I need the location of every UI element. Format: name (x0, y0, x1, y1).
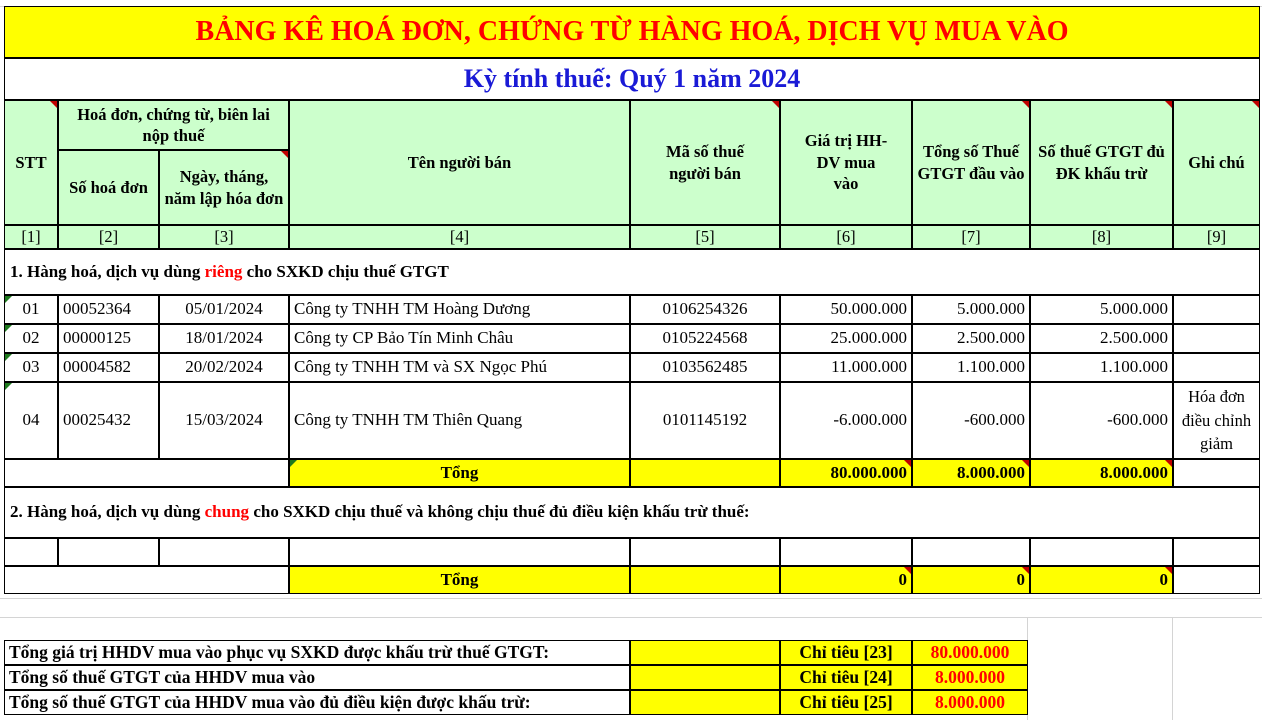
row-4-stt: 04 (4, 382, 58, 459)
summary-2-indicator: Chỉ tiêu [24] (780, 665, 912, 690)
row-2-deduct: 2.500.000 (1030, 324, 1173, 353)
header-value: Giá trị HH-DV mua vào (780, 100, 912, 225)
row-3-vat: 1.100.000 (912, 353, 1030, 382)
summary-1-amount: 80.000.000 (912, 640, 1028, 665)
col-number-4: [4] (289, 225, 630, 249)
row-4-value: -6.000.000 (780, 382, 912, 459)
col-number-1: [1] (4, 225, 58, 249)
section-2-highlight: chung (204, 502, 250, 522)
section-2-heading (4, 487, 1260, 538)
total-1-label: Tổng (289, 459, 630, 487)
col-number-9: [9] (1173, 225, 1260, 249)
empty-cell (58, 538, 159, 566)
total-1-value: 80.000.000 (780, 459, 912, 487)
header-vat-total: Tổng số Thuế GTGT đầu vào (912, 100, 1030, 225)
section-1-suffix: cho SXKD chịu thuế GTGT (242, 261, 449, 281)
col-number-8: [8] (1030, 225, 1173, 249)
total-2-blank (4, 566, 289, 594)
row-3-seller: Công ty TNHH TM và SX Ngọc Phú (289, 353, 630, 382)
total-1-blank (4, 459, 289, 487)
row-3-value: 11.000.000 (780, 353, 912, 382)
section-1-prefix: 1. Hàng hoá, dịch vụ dùng (10, 261, 205, 281)
row-3-stt: 03 (4, 353, 58, 382)
empty-cell (289, 538, 630, 566)
summary-2-label: Tổng số thuế GTGT của HHDV mua vào (4, 665, 630, 690)
summary-1-indicator: Chỉ tiêu [23] (780, 640, 912, 665)
row-2-tax: 0105224568 (630, 324, 780, 353)
empty-cell (780, 538, 912, 566)
row-3-date: 20/02/2024 (159, 353, 289, 382)
section-2-suffix: cho SXKD chịu thuế và không chịu thuế đủ điều kiện khấu trừ thuế: (249, 502, 750, 522)
total-2-tax-blank (630, 566, 780, 594)
total-1-note-blank (1173, 459, 1260, 487)
row-4-vat: -600.000 (912, 382, 1030, 459)
col-number-5: [5] (630, 225, 780, 249)
row-2-value: 25.000.000 (780, 324, 912, 353)
total-1-tax-blank (630, 459, 780, 487)
section-1-heading (4, 249, 1260, 295)
row-3-note (1173, 353, 1260, 382)
summary-3-label: Tổng số thuế GTGT của HHDV mua vào đủ điều kiện được khấu trừ: (4, 690, 630, 715)
row-1-stt: 01 (4, 295, 58, 324)
row-4-note: Hóa đơn điều chỉnh giảm (1173, 382, 1260, 459)
summary-3-blank (630, 690, 780, 715)
row-4-no: 00025432 (58, 382, 159, 459)
row-1-vat: 5.000.000 (912, 295, 1030, 324)
section-1-highlight: riêng (204, 261, 243, 281)
total-1-vat: 8.000.000 (912, 459, 1030, 487)
row-2-no: 00000125 (58, 324, 159, 353)
empty-cell (1030, 538, 1173, 566)
row-2-seller: Công ty CP Bảo Tín Minh Châu (289, 324, 630, 353)
report-title: BẢNG KÊ HOÁ ĐƠN, CHỨNG TỪ HÀNG HOÁ, DỊCH VỤ MUA VÀO (4, 6, 1260, 58)
row-1-deduct: 5.000.000 (1030, 295, 1173, 324)
header-vat-deductible: Số thuế GTGT đủ ĐK khấu trừ (1030, 100, 1173, 225)
header-seller-name: Tên người bán (289, 100, 630, 225)
col-number-2: [2] (58, 225, 159, 249)
summary-3-amount: 8.000.000 (912, 690, 1028, 715)
row-3-tax: 0103562485 (630, 353, 780, 382)
row-4-deduct: -600.000 (1030, 382, 1173, 459)
row-1-tax: 0106254326 (630, 295, 780, 324)
summary-2-blank (630, 665, 780, 690)
col-number-6: [6] (780, 225, 912, 249)
header-invoice-group: Hoá đơn, chứng từ, biên lai nộp thuế (58, 100, 289, 150)
header-stt: STT (4, 100, 58, 225)
total-2-note-blank (1173, 566, 1260, 594)
header-note: Ghi chú (1173, 100, 1260, 225)
row-4-seller: Công ty TNHH TM Thiên Quang (289, 382, 630, 459)
section-2-prefix: 2. Hàng hoá, dịch vụ dùng (10, 502, 205, 522)
row-4-tax: 0101145192 (630, 382, 780, 459)
total-2-label: Tổng (289, 566, 630, 594)
total-2-value: 0 (780, 566, 912, 594)
col-number-3: [3] (159, 225, 289, 249)
header-seller-tax: Mã số thuế người bán (630, 100, 780, 225)
report-period: Kỳ tính thuế: Quý 1 năm 2024 (4, 58, 1260, 100)
header-invoice-date: Ngày, tháng, năm lập hóa đơn (159, 150, 289, 225)
total-1-deduct: 8.000.000 (1030, 459, 1173, 487)
row-3-deduct: 1.100.000 (1030, 353, 1173, 382)
empty-cell (159, 538, 289, 566)
row-2-stt: 02 (4, 324, 58, 353)
row-2-note (1173, 324, 1260, 353)
row-1-seller: Công ty TNHH TM Hoàng Dương (289, 295, 630, 324)
empty-cell (630, 538, 780, 566)
row-1-date: 05/01/2024 (159, 295, 289, 324)
col-number-7: [7] (912, 225, 1030, 249)
row-1-no: 00052364 (58, 295, 159, 324)
row-1-note (1173, 295, 1260, 324)
row-2-vat: 2.500.000 (912, 324, 1030, 353)
summary-1-label: Tổng giá trị HHDV mua vào phục vụ SXKD được khấu trừ thuế GTGT: (4, 640, 630, 665)
row-4-date: 15/03/2024 (159, 382, 289, 459)
summary-1-blank (630, 640, 780, 665)
header-invoice-no: Số hoá đơn (58, 150, 159, 225)
empty-cell (1173, 538, 1260, 566)
total-2-deduct: 0 (1030, 566, 1173, 594)
summary-2-amount: 8.000.000 (912, 665, 1028, 690)
empty-cell (912, 538, 1030, 566)
summary-3-indicator: Chỉ tiêu [25] (780, 690, 912, 715)
row-2-date: 18/01/2024 (159, 324, 289, 353)
total-2-vat: 0 (912, 566, 1030, 594)
empty-cell (4, 538, 58, 566)
row-1-value: 50.000.000 (780, 295, 912, 324)
row-3-no: 00004582 (58, 353, 159, 382)
